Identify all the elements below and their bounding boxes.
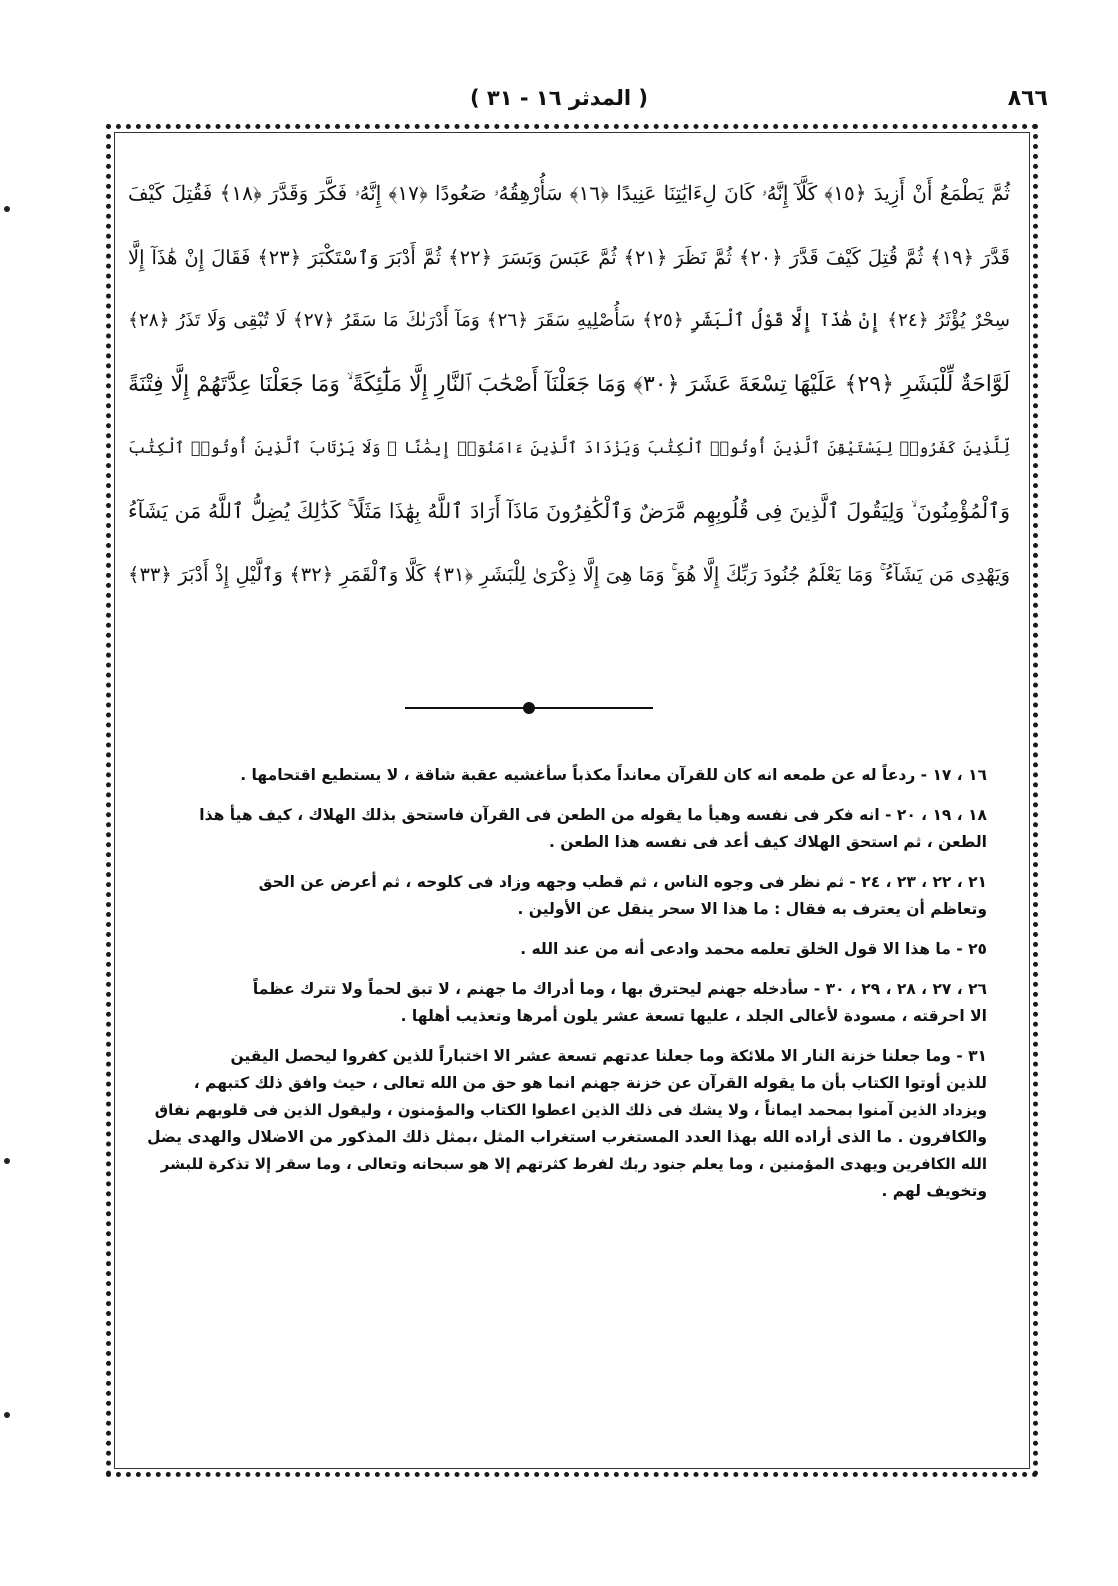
commentary-note [137,936,987,963]
verse-line: وَيَهْدِى مَن يَشَآءُ ۚ وَمَا يَعْلَمُ جُنُودَ رَبِّكَ إِلَّا هُوَ ۚ وَمَا هِىَ إِلَّا ذِكْرَىٰ لِلْبَشَرِ ﴿٣١﴾ كَلَّا وَٱلْقَمَرِ ﴿٣٢﴾ وَٱلَّيْلِ إِذْ أَدْبَرَ ﴿٣٣﴾ [128,563,1010,586]
commentary-note [137,1043,987,1205]
surah-reference-header: ( المدثر ١٦ - ٣١ ) [469,86,648,110]
verse-line: لَوَّاحَةٌ لِّلْبَشَرِ ﴿٢٩﴾ عَلَيْهَا تِسْعَةَ عَشَرَ ﴿٣٠﴾ وَمَا جَعَلْنَآ أَصْحَٰبَ ٱلنَّارِ إِلَّا مَلَٰٓئِكَةً ۙ وَمَا جَعَلْنَا عِدَّتَهُمْ إِلَّا فِتْنَةً [128,371,1010,397]
note-line: الا احرقته ، مسودة لأعالى الجلد ، عليها تسعة عشر يلون أمرها وتعذيب أهلها . [400,1007,987,1025]
note-line: ويزداد الذين آمنوا بمحمد ايماناً ، ولا يشك فى ذلك الذين اعطوا الكتاب والمؤمنون ، وليقول الذين فى قلوبهم نفاق [154,1101,987,1119]
verse-line: ثُمَّ يَطْمَعُ أَنْ أَزِيدَ ﴿١٥﴾ كَلَّآ إِنَّهُۥ كَانَ لِءَايَٰتِنَا عَنِيدًا ﴿١٦﴾ سَأُرْهِقُهُۥ صَعُودًا ﴿١٧﴾ إِنَّهُۥ فَكَّرَ وَقَدَّرَ ﴿١٨﴾ فَقُتِلَ كَيْفَ [128,181,1010,205]
note-line: ٢١ ، ٢٢ ، ٢٣ ، ٢٤ - ثم نظر فى وجوه الناس ، ثم قطب وجهه وزاد فى كلوحه ، ثم أعرض عن الحق [258,873,987,891]
note-line: الله الكافرين ويهدى المؤمنين ، وما يعلم جنود ربك لفرط كثرتهم إلا هو سبحانه وتعالى ، وما سقر إلا تذكرة للبشر [160,1155,987,1173]
note-line: ٢٦ ، ٢٧ ، ٢٨ ، ٢٩ ، ٣٠ - سأدخله جهنم ليحترق بها ، وما أدراك ما جهنم ، لا تبق لحماً ولا تترك عظماً [252,980,987,998]
scan-edge-mark [4,206,10,212]
commentary-block [137,762,987,1218]
page-number: ٨٦٦ [1007,86,1048,111]
note-line: الطعن ، ثم استحق الهلاك كيف أعد فى نفسه هذا الطعن . [549,833,987,851]
note-line: ٢٥ - ما هذا الا قول الخلق تعلمه محمد وادعى أنه من عند الله . [520,940,987,958]
divider-dot-icon [523,702,535,714]
verse-line: سِحْرٌ يُؤْثَرُ ﴿٢٤﴾ إِنْ هَٰذَآ إِلَّا قَوْلُ ٱلْبَشَرِ ﴿٢٥﴾ سَأُصْلِيهِ سَقَرَ ﴿٢٦﴾ وَمَآ أَدْرَىٰكَ مَا سَقَرُ ﴿٢٧﴾ لَا تُبْقِى وَلَا تَذَرُ ﴿٢٨﴾ [128,310,1010,331]
note-line: ١٨ ، ١٩ ، ٢٠ - انه فكر فى نفسه وهيأ ما يقوله من الطعن فى القرآن فاستحق بذلك الهلاك ، كيف هيأ هذا [199,806,987,824]
note-line: ٣١ - وما جعلنا خزنة النار الا ملائكة وما جعلنا عدتهم تسعة عشر الا اختباراً للذين كفروا ليحصل اليقين [230,1047,987,1065]
note-line: والكافرون . ما الذى أراده الله بهذا العدد المستغرب استغراب المثل ،بمثل ذلك المذكور من الاضلال والهدى يضل [147,1128,987,1146]
section-divider [405,702,653,714]
commentary-note [137,762,987,789]
scan-edge-mark [4,1158,10,1164]
commentary-note [137,869,987,923]
verse-line: لِّلَّذِينَ كَفَرُوا۟ لِيَسْتَيْقِنَ ٱلَّذِينَ أُوتُوا۟ ٱلْكِتَٰبَ وَيَزْدَادَ ٱلَّذِينَ ءَامَنُوٓا۟ إِيمَٰنًا ۙ وَلَا يَرْتَابَ ٱلَّذِينَ أُوتُوا۟ ٱلْكِتَٰبَ [128,438,1010,457]
quran-verses-block [128,162,1010,607]
verse-line: قَدَّرَ ﴿١٩﴾ ثُمَّ قُتِلَ كَيْفَ قَدَّرَ ﴿٢٠﴾ ثُمَّ نَظَرَ ﴿٢١﴾ ثُمَّ عَبَسَ وَبَسَرَ ﴿٢٢﴾ ثُمَّ أَدْبَرَ وَٱسْتَكْبَرَ ﴿٢٣﴾ فَقَالَ إِنْ هَٰذَآ إِلَّا [128,245,1010,269]
verse-line: وَٱلْمُؤْمِنُونَ ۙ وَلِيَقُولَ ٱلَّذِينَ فِى قُلُوبِهِم مَّرَضٌ وَٱلْكَٰفِرُونَ مَاذَآ أَرَادَ ٱللَّهُ بِهَٰذَا مَثَلًا ۚ كَذَٰلِكَ يُضِلُّ ٱللَّهُ مَن يَشَآءُ [128,498,1010,523]
note-line: وتعاظم أن يعترف به فقال : ما هذا الا سحر ينقل عن الأولين . [517,900,987,918]
note-line: للذين أوتوا الكتاب بأن ما يقوله القرآن عن خزنة جهنم انما هو حق من الله تعالى ، حيث وافق ذلك كتبهم ، [193,1074,987,1092]
commentary-note [137,802,987,856]
commentary-note [137,976,987,1030]
note-line: وتخويف لهم . [881,1182,987,1200]
note-line: ١٦ ، ١٧ - ردعاً له عن طمعه انه كان للقرآن معانداً مكذباً سأغشيه عقبة شاقة ، لا يستطيع اقتحامها . [240,766,987,784]
scan-edge-mark [4,1412,10,1418]
